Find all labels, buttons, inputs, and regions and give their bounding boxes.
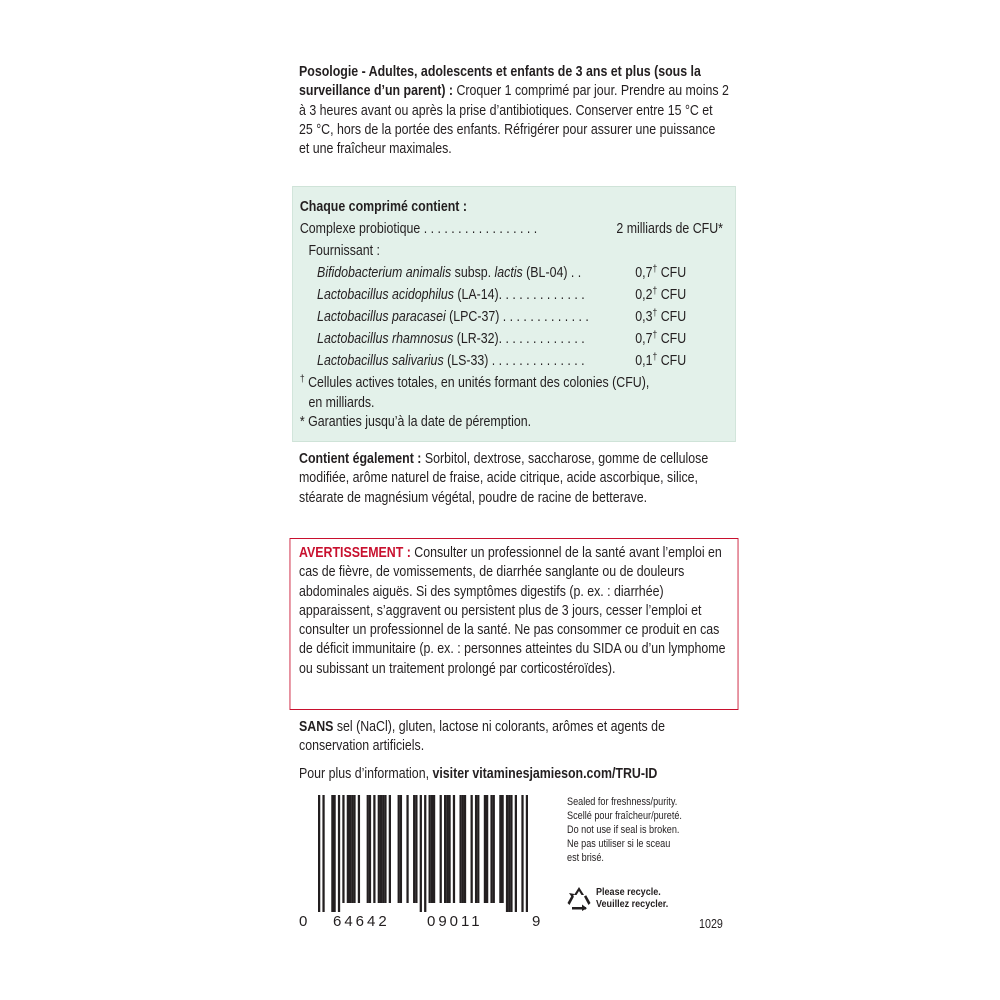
strain-amount — [635, 350, 686, 372]
strain-name: Bifidobacterium animalis — [317, 265, 452, 281]
table-row — [300, 328, 728, 350]
dagger-mark: † — [299, 374, 305, 385]
dagger-mark: † — [652, 352, 658, 363]
recycle-notice — [566, 885, 680, 911]
strain-amount-value: 0,7 — [635, 331, 653, 347]
dagger-mark: † — [652, 330, 658, 341]
table-row — [300, 350, 728, 372]
barcode-bar — [333, 795, 335, 912]
barcode-bar — [380, 795, 382, 903]
barcode-bar — [464, 795, 466, 903]
barcode-bar — [453, 795, 455, 903]
barcode-bar — [389, 795, 391, 903]
barcode — [318, 795, 528, 912]
warning-text: Consulter un professionnel de la santé avant l’emploi en cas de fièvre, de vomissements, de diarrhée sanglante ou de douleurs abdominales aiguës. Si des symptômes digestifs (p. ex. : diarrhée) apparaissent, s’aggravent ou persistent plus de 3 jours, cesser l’emploi et consulter un professionnel de la santé. Ne pas consommer ce produit en cas de déficit immunitaire (p. ex. : personnes atteintes du SIDA ou d’un lymphome ou subissant un traitement prolongé par corticostéroïdes). — [299, 545, 726, 677]
recycle-icon — [566, 885, 592, 911]
dagger-note-text: Cellules actives totales, en unités formant des colonies (CFU), — [304, 375, 650, 391]
leader-dots: . . . . . . . . . . . . . . . . . — [420, 221, 538, 237]
dagger-note-continued: en milliards. — [308, 394, 375, 411]
barcode-bar — [367, 795, 369, 903]
strain-amount — [635, 328, 686, 350]
seal-line: Sealed for freshness/purity. — [567, 796, 678, 808]
barcode-bar — [486, 795, 488, 903]
barcode-bar — [448, 795, 450, 903]
strain-name: Lactobacillus rhamnosus — [317, 331, 454, 347]
strain-amount-value: 0,2 — [635, 287, 653, 303]
barcode-bar — [400, 795, 402, 903]
barcode-bar — [373, 795, 375, 903]
free-of-section — [299, 718, 729, 757]
barcode-bar — [358, 795, 360, 903]
strain-code: (LS-33) — [443, 353, 489, 369]
strain-suffix-italic: lactis — [494, 265, 523, 281]
barcode-bar — [484, 795, 486, 903]
barcode-digits-right: 09011 — [427, 913, 483, 930]
website-link[interactable]: visiter vitaminesjamieson.com/TRU-ID — [432, 766, 658, 782]
dagger-note — [300, 374, 728, 394]
barcode-bar — [433, 795, 435, 903]
dosage-section — [299, 63, 729, 159]
barcode-bar — [338, 795, 340, 912]
leader-dots: . . . . . . . . . . . . . — [498, 331, 585, 347]
strain-name: Lactobacillus salivarius — [317, 353, 444, 369]
dosage-heading: Posologie - Adultes, adolescents et enfants de 3 ans et plus (sous la surveillance d’un parent) : — [299, 64, 701, 100]
barcode-bar — [499, 795, 501, 903]
ingredients-table — [292, 186, 736, 442]
seal-line: Ne pas utiliser si le sceau — [567, 838, 671, 850]
leader-dots: . . . . . . . . . . . . . — [498, 287, 585, 303]
table-heading: Chaque comprimé contient : — [299, 199, 467, 215]
barcode-bar — [526, 795, 528, 912]
dagger-mark: † — [652, 286, 658, 297]
barcode-bar — [420, 795, 422, 912]
dagger-mark: † — [652, 308, 658, 319]
barcode-bar — [477, 795, 479, 903]
barcode-bar — [322, 795, 324, 912]
main-ingredient-amount: 2 milliards de CFU* — [616, 221, 723, 237]
barcode-digit-last: 9 — [532, 913, 541, 930]
table-row — [300, 262, 728, 284]
main-ingredient-label: Complexe probiotique — [299, 221, 421, 237]
barcode-bar — [471, 795, 473, 903]
table-row — [300, 306, 728, 328]
barcode-bar — [424, 795, 426, 912]
barcode-bar — [444, 795, 446, 903]
strain-amount — [635, 262, 686, 284]
also-contains-heading: Contient également : — [299, 451, 422, 467]
barcode-bar — [440, 795, 442, 903]
strain-name: Lactobacillus paracasei — [317, 309, 446, 325]
free-of-heading: SANS — [299, 719, 334, 735]
providing-label: Fournissant : — [308, 243, 381, 259]
table-row-main — [300, 218, 728, 240]
dosage-text: Croquer 1 comprimé par jour. Prendre au moins 2 à 3 heures avant ou après la prise d’antibiotiques. Conserver entre 15 °C et 25 °C, hors de la portée des enfants. Réfrigérer pour assurer une puissance et une fraîcheur maximales. — [299, 83, 729, 158]
leader-dots: . . . . . . . . . . . . . — [499, 309, 589, 325]
more-info-line — [299, 765, 729, 784]
barcode-bar — [462, 795, 464, 903]
barcode-bar — [501, 795, 503, 903]
dagger-mark: † — [652, 264, 658, 275]
barcode-bar — [515, 795, 517, 912]
strain-amount-value: 0,7 — [635, 265, 653, 281]
barcode-bar — [506, 795, 508, 912]
strain-code: (BL-04) — [522, 265, 568, 281]
also-contains-text: Sorbitol, dextrose, saccharose, gomme de cellulose modifiée, arôme naturel de fraise, acide citrique, acide ascorbique, silice, stéarate de magnésium végétal, poudre de racine de betterave. — [299, 451, 709, 506]
strain-unit: CFU — [657, 353, 687, 369]
barcode-bar — [331, 795, 333, 912]
strain-unit: CFU — [657, 309, 687, 325]
also-contains-section — [299, 450, 729, 508]
seal-line: est brisé. — [567, 852, 604, 864]
recycle-line-en: Please recycle. — [596, 886, 661, 898]
barcode-bar — [349, 795, 351, 903]
barcode-bar — [510, 795, 512, 912]
warning-heading: AVERTISSEMENT : — [299, 545, 411, 561]
strain-code: (LR-32) — [453, 331, 499, 347]
strain-unit: CFU — [657, 331, 687, 347]
barcode-bar — [406, 795, 408, 903]
strain-amount — [635, 284, 686, 306]
barcode-bar — [318, 795, 320, 912]
star-note: * Garanties jusqu’à la date de péremption. — [299, 414, 532, 430]
seal-line: Do not use if seal is broken. — [567, 824, 680, 836]
barcode-bar — [429, 795, 431, 903]
barcode-bar — [413, 795, 415, 903]
recycle-text — [596, 886, 668, 910]
strain-unit: CFU — [657, 287, 687, 303]
leader-dots: . . . . . . . . . . . . . . — [488, 353, 585, 369]
barcode-bar — [415, 795, 417, 903]
barcode-bar — [342, 795, 344, 903]
strain-amount — [635, 306, 686, 328]
barcode-digits-left: 64642 — [333, 913, 390, 930]
barcode-bar — [347, 795, 349, 903]
barcode-bar — [459, 795, 461, 903]
barcode-bar — [508, 795, 510, 912]
barcode-bar — [490, 795, 492, 903]
product-code: 1029 — [699, 917, 723, 931]
leader-dots: . . — [567, 265, 582, 281]
strain-name: Lactobacillus acidophilus — [317, 287, 454, 303]
barcode-bar — [384, 795, 386, 903]
strain-unit: CFU — [657, 265, 687, 281]
barcode-bar — [378, 795, 380, 903]
warning-box — [290, 538, 739, 710]
strain-amount-value: 0,1 — [635, 353, 653, 369]
strain-code: (LPC-37) — [445, 309, 500, 325]
barcode-bar — [369, 795, 371, 903]
barcode-bar — [493, 795, 495, 903]
barcode-bar — [351, 795, 353, 903]
more-info-prefix: Pour plus d’information, — [299, 766, 433, 782]
recycle-line-fr: Veuillez recycler. — [596, 898, 669, 910]
free-of-text: sel (NaCl), gluten, lactose ni colorants, arômes et agents de conservation artificiels. — [299, 719, 665, 755]
barcode-digit-first: 0 — [299, 913, 308, 930]
strain-code: (LA-14) — [453, 287, 499, 303]
seal-line: Scellé pour fraîcheur/pureté. — [567, 810, 682, 822]
barcode-bar — [353, 795, 355, 903]
barcode-bar — [446, 795, 448, 903]
seal-notice — [567, 795, 682, 865]
strain-suffix: subsp. — [451, 265, 495, 281]
strain-amount-value: 0,3 — [635, 309, 653, 325]
barcode-bar — [431, 795, 433, 903]
barcode-bar — [475, 795, 477, 903]
barcode-bar — [382, 795, 384, 903]
table-row — [300, 284, 728, 306]
barcode-bar — [398, 795, 400, 903]
barcode-bar — [521, 795, 523, 912]
